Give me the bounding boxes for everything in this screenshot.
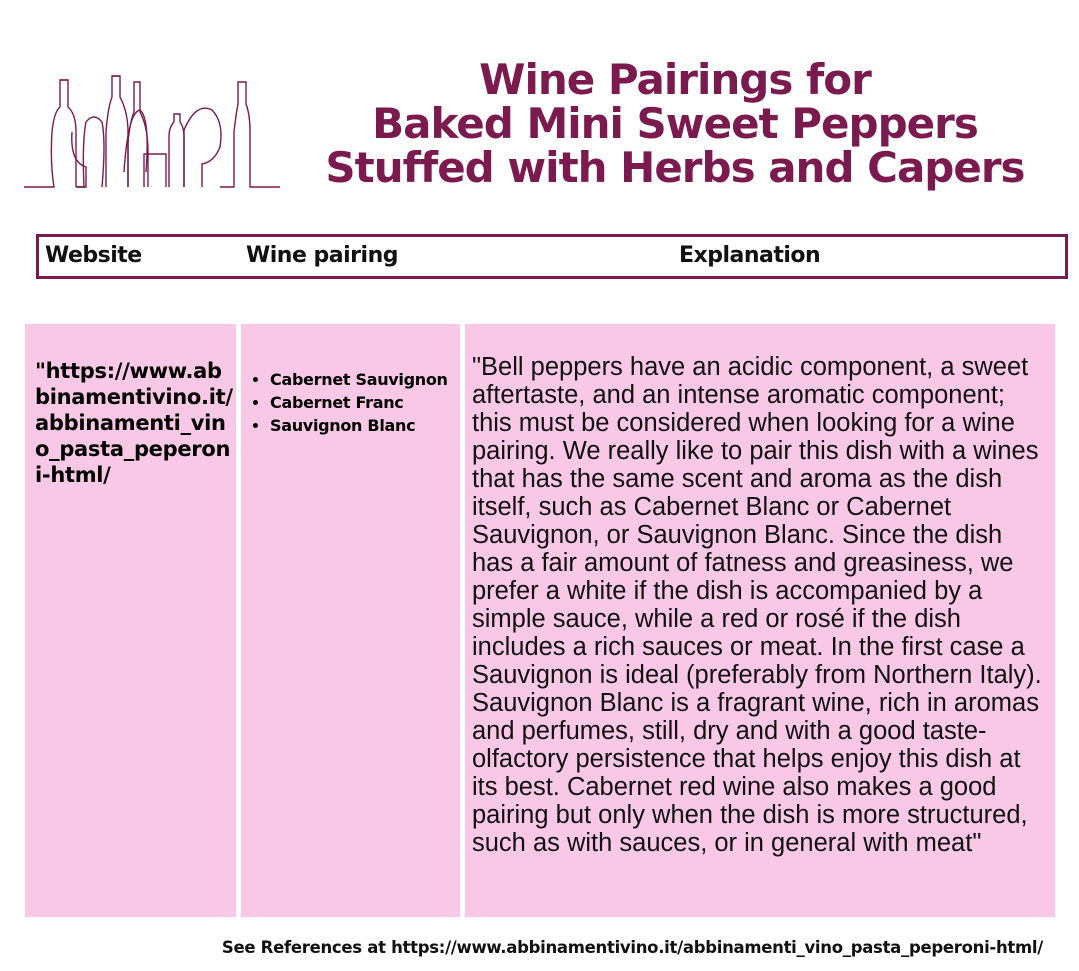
title-line-3: Stuffed with Herbs and Capers bbox=[325, 143, 1025, 192]
references-footer: See References at https://www.abbinamentivino.it/abbinamenti_vino_pasta_peperoni-html/ bbox=[221, 938, 1043, 957]
wine-item: • Sauvignon Blanc bbox=[270, 414, 448, 437]
header-wine-pairing: Wine pairing bbox=[246, 243, 398, 268]
wine-item: • Cabernet Sauvignon bbox=[270, 368, 448, 391]
header-website: Website bbox=[45, 243, 142, 268]
wine-bottles-logo-icon bbox=[24, 72, 280, 192]
wine-pairing-cell bbox=[241, 324, 460, 917]
header-explanation: Explanation bbox=[679, 243, 821, 268]
explanation-text: "Bell peppers have an acidic component, a sweet aftertaste, and an intense aromatic component; this must be considered when looking for a wine pairing. We really like to pair this dish with a wines that has the same scent and aroma as the dish itself, such as Cabernet Blanc or Cabernet Sauvignon, or Sauvignon Blanc. Since the dish has a fair amount of fatness and greasiness, we prefer a white if the dish is accompanied by a simple sauce, while a red or rosé if the dish includes a rich sauces or meat. In the first case a Sauvignon is ideal (preferably from Northern Italy). Sauvignon Blanc is a fragrant wine, rich in aromas and perfumes, still, dry and with a good taste-olfactory persistence that helps enjoy this dish at its best. Cabernet red wine also makes a good pairing but only when the dish is more structured, such as with sauces, or in general with meat" bbox=[472, 353, 1042, 857]
website-url[interactable]: "https://www.abbinamentivino.it/abbinamenti_vino_pasta_peperoni-html/ bbox=[35, 359, 233, 487]
explanation-cell bbox=[465, 324, 1055, 917]
table-header bbox=[36, 234, 1068, 279]
page-title bbox=[280, 55, 1070, 192]
website-cell bbox=[25, 324, 236, 917]
title-line-1: Wine Pairings for bbox=[479, 55, 871, 104]
title-line-2: Baked Mini Sweet Peppers bbox=[372, 99, 978, 148]
wine-list bbox=[249, 368, 448, 437]
wine-item: • Cabernet Franc bbox=[270, 391, 448, 414]
